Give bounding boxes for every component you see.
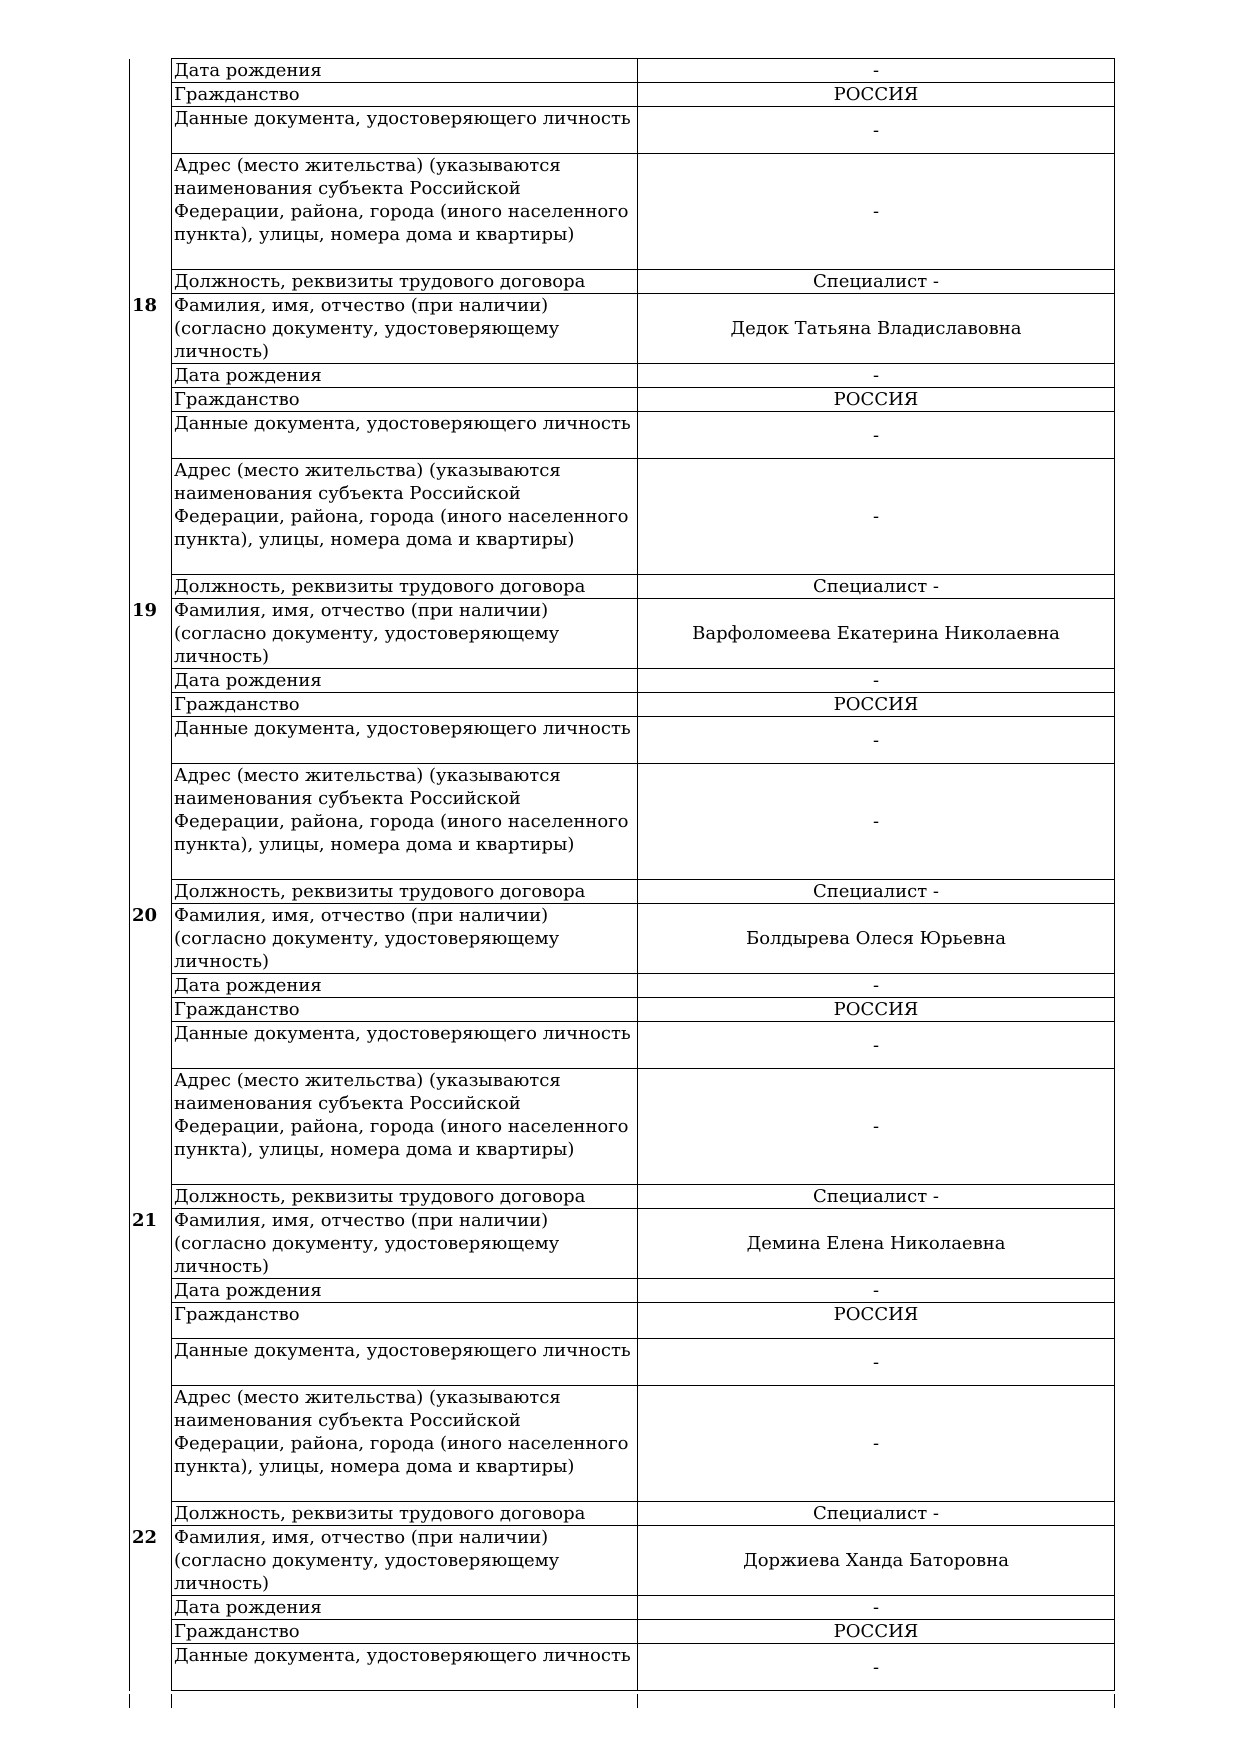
table-row <box>130 270 1115 294</box>
position-value: Специалист - <box>638 575 1115 599</box>
table-row <box>130 1644 1115 1691</box>
birth-date-value: - <box>638 1596 1115 1620</box>
position-value: Специалист - <box>638 880 1115 904</box>
citizenship-value: РОССИЯ <box>638 998 1115 1022</box>
id-document-value: - <box>638 1022 1115 1069</box>
table-row <box>130 1209 1115 1279</box>
id-document-label: Данные документа, удостоверяющего личность <box>172 107 638 154</box>
table-row <box>130 717 1115 764</box>
id-document-label: Данные документа, удостоверяющего личность <box>172 717 638 764</box>
full-name-label: Фамилия, имя, отчество (при наличии) (согласно документу, удостоверяющему личность) <box>172 599 638 669</box>
birth-date-value: - <box>638 59 1115 83</box>
position-value: Специалист - <box>638 1185 1115 1209</box>
address-value: - <box>638 764 1115 880</box>
table-row <box>130 1339 1115 1386</box>
table-row <box>130 764 1115 880</box>
record-number: 21 <box>130 1209 172 1526</box>
address-label: Адрес (место жительства) (указываются наименования субъекта Российской Федерации, района, города (иного населенного пункта), улицы, номера дома и квартиры) <box>172 459 638 575</box>
table-continuation-stub <box>129 1694 1114 1708</box>
full-name-value: Демина Елена Николаевна <box>638 1209 1115 1279</box>
table-row <box>130 1279 1115 1303</box>
table-row <box>130 459 1115 575</box>
full-name-label: Фамилия, имя, отчество (при наличии) (согласно документу, удостоверяющему личность) <box>172 1209 638 1279</box>
table-row <box>130 1386 1115 1502</box>
address-label: Адрес (место жительства) (указываются наименования субъекта Российской Федерации, района, города (иного населенного пункта), улицы, номера дома и квартиры) <box>172 1386 638 1502</box>
citizenship-label: Гражданство <box>172 998 638 1022</box>
table-row <box>130 154 1115 270</box>
table-row <box>130 1303 1115 1339</box>
id-document-label: Данные документа, удостоверяющего личность <box>172 412 638 459</box>
table-row <box>130 1022 1115 1069</box>
table-row <box>130 1620 1115 1644</box>
record-number: 18 <box>130 294 172 599</box>
table-row <box>130 599 1115 669</box>
position-label: Должность, реквизиты трудового договора <box>172 880 638 904</box>
table-row <box>130 107 1115 154</box>
table-row <box>130 669 1115 693</box>
record-number: 19 <box>130 599 172 904</box>
table-row <box>130 1502 1115 1526</box>
id-document-label: Данные документа, удостоверяющего личность <box>172 1339 638 1386</box>
birth-date-value: - <box>638 669 1115 693</box>
id-document-value: - <box>638 1339 1115 1386</box>
employee-records-table <box>129 58 1115 1691</box>
citizenship-label: Гражданство <box>172 388 638 412</box>
position-label: Должность, реквизиты трудового договора <box>172 270 638 294</box>
id-document-value: - <box>638 412 1115 459</box>
record-number: 22 <box>130 1526 172 1691</box>
position-label: Должность, реквизиты трудового договора <box>172 1502 638 1526</box>
table-row <box>130 1596 1115 1620</box>
table-row <box>130 364 1115 388</box>
citizenship-value: РОССИЯ <box>638 1620 1115 1644</box>
table-row <box>130 575 1115 599</box>
full-name-value: Болдырева Олеся Юрьевна <box>638 904 1115 974</box>
id-document-value: - <box>638 717 1115 764</box>
citizenship-value: РОССИЯ <box>638 1303 1115 1339</box>
record-number-cell <box>130 59 172 294</box>
citizenship-label: Гражданство <box>172 1303 638 1339</box>
table-row <box>130 693 1115 717</box>
position-label: Должность, реквизиты трудового договора <box>172 575 638 599</box>
citizenship-value: РОССИЯ <box>638 388 1115 412</box>
birth-date-label: Дата рождения <box>172 59 638 83</box>
full-name-label: Фамилия, имя, отчество (при наличии) (согласно документу, удостоверяющему личность) <box>172 904 638 974</box>
address-value: - <box>638 1069 1115 1185</box>
table-row <box>130 412 1115 459</box>
id-document-value: - <box>638 1644 1115 1691</box>
table-row <box>130 1069 1115 1185</box>
birth-date-value: - <box>638 1279 1115 1303</box>
full-name-label: Фамилия, имя, отчество (при наличии) (согласно документу, удостоверяющему личность) <box>172 294 638 364</box>
table-row <box>130 1526 1115 1596</box>
birth-date-label: Дата рождения <box>172 364 638 388</box>
table-row <box>130 388 1115 412</box>
table-row <box>130 974 1115 998</box>
citizenship-label: Гражданство <box>172 83 638 107</box>
full-name-label: Фамилия, имя, отчество (при наличии) (согласно документу, удостоверяющему личность) <box>172 1526 638 1596</box>
full-name-value: Доржиева Ханда Баторовна <box>638 1526 1115 1596</box>
citizenship-label: Гражданство <box>172 1620 638 1644</box>
birth-date-label: Дата рождения <box>172 669 638 693</box>
position-label: Должность, реквизиты трудового договора <box>172 1185 638 1209</box>
address-value: - <box>638 154 1115 270</box>
citizenship-value: РОССИЯ <box>638 83 1115 107</box>
address-value: - <box>638 1386 1115 1502</box>
birth-date-label: Дата рождения <box>172 1279 638 1303</box>
id-document-label: Данные документа, удостоверяющего личность <box>172 1644 638 1691</box>
table-row <box>130 1185 1115 1209</box>
position-value: Специалист - <box>638 270 1115 294</box>
table-row <box>130 904 1115 974</box>
full-name-value: Варфоломеева Екатерина Николаевна <box>638 599 1115 669</box>
birth-date-label: Дата рождения <box>172 974 638 998</box>
table-row <box>130 998 1115 1022</box>
citizenship-label: Гражданство <box>172 693 638 717</box>
position-value: Специалист - <box>638 1502 1115 1526</box>
birth-date-label: Дата рождения <box>172 1596 638 1620</box>
table-row <box>130 880 1115 904</box>
id-document-label: Данные документа, удостоверяющего личность <box>172 1022 638 1069</box>
address-label: Адрес (место жительства) (указываются наименования субъекта Российской Федерации, района, города (иного населенного пункта), улицы, номера дома и квартиры) <box>172 154 638 270</box>
id-document-value: - <box>638 107 1115 154</box>
record-number: 20 <box>130 904 172 1209</box>
address-label: Адрес (место жительства) (указываются наименования субъекта Российской Федерации, района, города (иного населенного пункта), улицы, номера дома и квартиры) <box>172 764 638 880</box>
address-value: - <box>638 459 1115 575</box>
table-row <box>130 83 1115 107</box>
full-name-value: Дедок Татьяна Владиславовна <box>638 294 1115 364</box>
table-row <box>130 294 1115 364</box>
birth-date-value: - <box>638 974 1115 998</box>
birth-date-value: - <box>638 364 1115 388</box>
table-row <box>130 59 1115 83</box>
citizenship-value: РОССИЯ <box>638 693 1115 717</box>
address-label: Адрес (место жительства) (указываются наименования субъекта Российской Федерации, района, города (иного населенного пункта), улицы, номера дома и квартиры) <box>172 1069 638 1185</box>
